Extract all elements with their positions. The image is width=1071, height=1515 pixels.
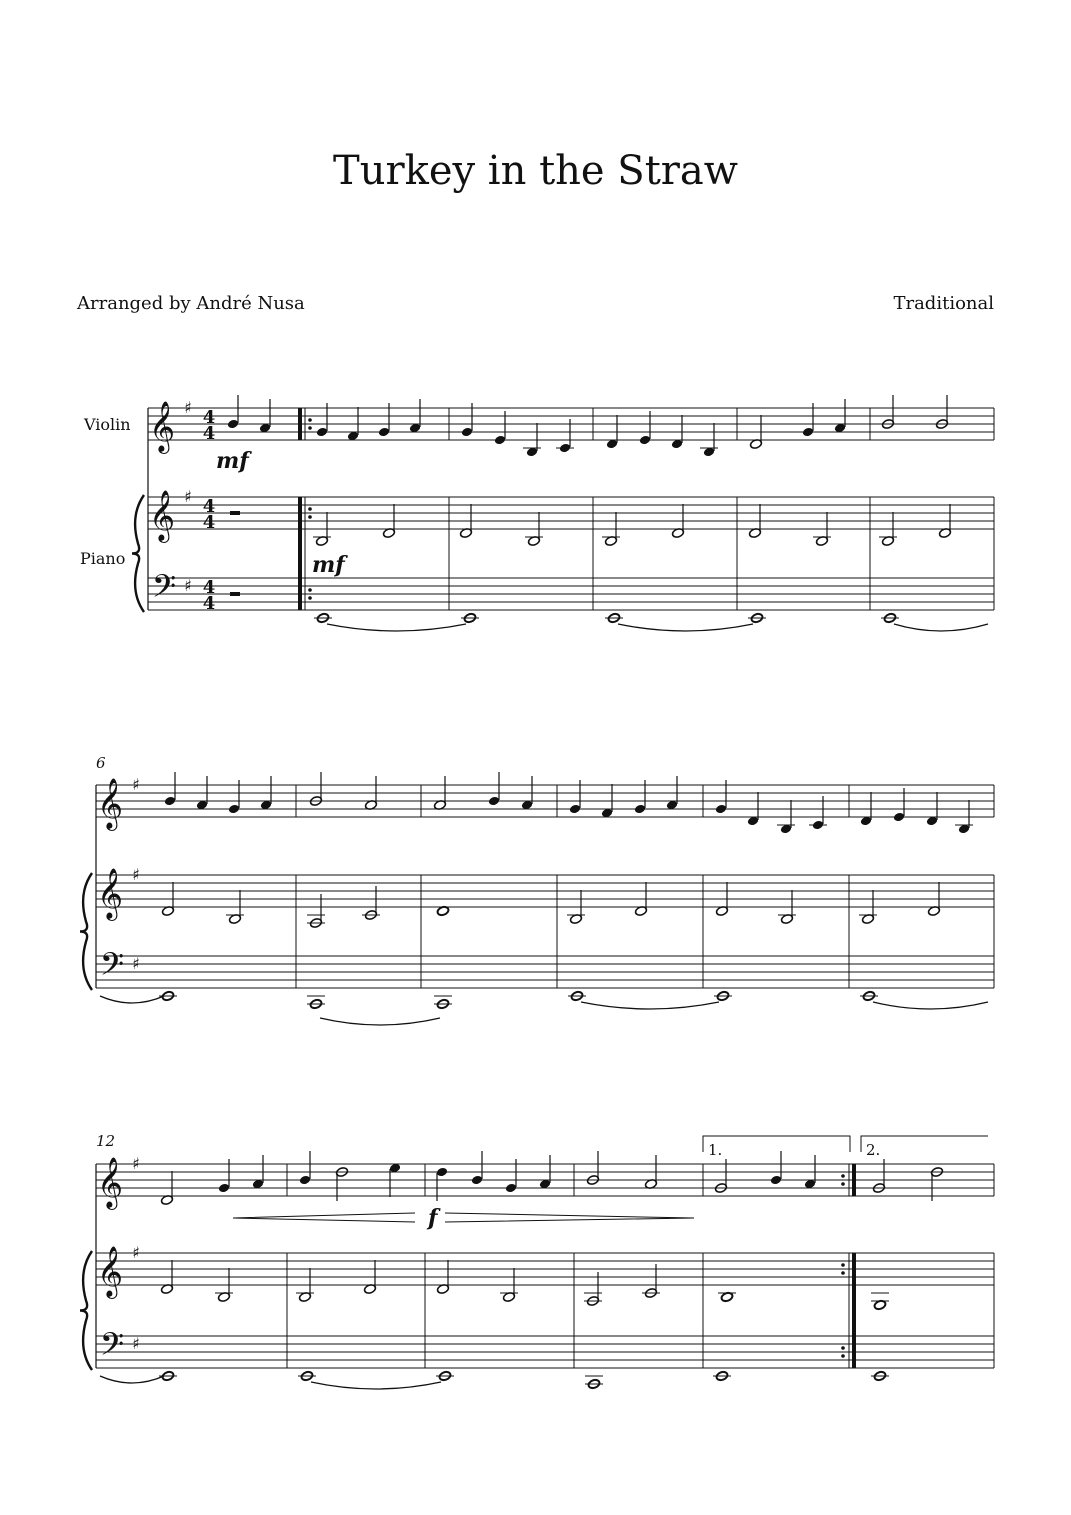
bass-clef-icon: 𝄢: [151, 568, 177, 612]
arranger-credit: Arranged by André Nusa: [77, 293, 305, 314]
notehead: [634, 804, 646, 815]
time-signature-numerator: 4: [202, 496, 216, 517]
notehead: [802, 427, 814, 438]
sharp-icon: ♯: [184, 576, 192, 595]
repeat-dot: [841, 1174, 845, 1178]
volta-2-label: 2.: [866, 1141, 881, 1159]
piano-brace: [80, 1251, 92, 1370]
bass-clef-icon: 𝄢: [99, 1326, 125, 1370]
notehead: [893, 812, 905, 823]
notehead: [559, 443, 571, 454]
instrument-label-piano: Piano: [80, 549, 126, 568]
repeat-dot: [841, 1263, 845, 1267]
tie: [581, 1002, 719, 1009]
treble-clef-icon: 𝄞: [148, 401, 176, 452]
sharp-icon: ♯: [132, 1243, 140, 1262]
piano-brace: [80, 873, 92, 990]
volta-1-bracket: [703, 1136, 850, 1152]
sharp-icon: ♯: [184, 398, 192, 417]
tie: [320, 1018, 440, 1025]
decrescendo-hairpin: [445, 1213, 694, 1222]
repeat-dot: [308, 588, 312, 592]
notehead: [505, 1183, 517, 1194]
tie: [894, 624, 988, 631]
dynamic-mf-piano: mf: [312, 552, 345, 578]
composer-credit: Traditional: [893, 293, 994, 314]
time-signature-numerator: 4: [202, 577, 216, 598]
bass-clef-icon: 𝄢: [99, 946, 125, 990]
notehead: [471, 1175, 483, 1186]
notehead: [770, 1175, 782, 1186]
repeat-dot: [841, 1182, 845, 1186]
notehead: [299, 1175, 311, 1186]
sharp-icon: ♯: [132, 865, 140, 884]
piano-brace: [132, 495, 144, 612]
dynamic-f: f: [428, 1205, 438, 1231]
notehead: [218, 1183, 230, 1194]
repeat-dot: [308, 515, 312, 519]
notehead: [378, 427, 390, 438]
tie: [100, 1376, 164, 1383]
treble-clef-icon: 𝄞: [96, 868, 124, 919]
volta-1-label: 1.: [708, 1141, 723, 1159]
notehead: [812, 820, 824, 831]
treble-clef-icon: 𝄞: [96, 1246, 124, 1297]
measure-number: 12: [96, 1132, 116, 1150]
notehead: [228, 804, 240, 815]
repeat-dot: [841, 1346, 845, 1350]
notehead: [639, 435, 651, 446]
crescendo-hairpin: [233, 1213, 415, 1222]
sharp-icon: ♯: [132, 775, 140, 794]
measure-number: 6: [96, 754, 106, 772]
time-signature-denominator: 4: [202, 512, 216, 533]
time-signature-denominator: 4: [202, 593, 216, 614]
tie: [100, 996, 164, 1003]
sharp-icon: ♯: [184, 487, 192, 506]
instrument-label-violin: Violin: [84, 415, 131, 434]
repeat-dot: [308, 507, 312, 511]
repeat-dot: [308, 426, 312, 430]
treble-clef-icon: 𝄞: [96, 778, 124, 829]
tie: [873, 1002, 988, 1009]
dynamic-mf-violin: mf: [216, 448, 249, 474]
notehead: [227, 419, 239, 430]
sharp-icon: ♯: [132, 954, 140, 973]
notehead: [461, 427, 473, 438]
notehead: [316, 427, 328, 438]
time-signature-numerator: 4: [202, 407, 216, 428]
notehead: [494, 435, 506, 446]
treble-clef-icon: 𝄞: [96, 1157, 124, 1208]
notehead: [488, 796, 500, 807]
repeat-dot: [308, 596, 312, 600]
notehead: [715, 804, 727, 815]
notehead: [569, 804, 581, 815]
time-signature-denominator: 4: [202, 423, 216, 444]
notehead: [436, 1167, 448, 1178]
piece-title: Turkey in the Straw: [333, 148, 738, 194]
tie: [311, 1382, 441, 1389]
repeat-dot: [308, 418, 312, 422]
treble-clef-icon: 𝄞: [148, 490, 176, 541]
repeat-dot: [841, 1271, 845, 1275]
repeat-dot: [841, 1354, 845, 1358]
tie: [618, 624, 753, 631]
tie: [327, 624, 466, 631]
sharp-icon: ♯: [132, 1334, 140, 1353]
notehead: [164, 796, 176, 807]
sharp-icon: ♯: [132, 1154, 140, 1173]
